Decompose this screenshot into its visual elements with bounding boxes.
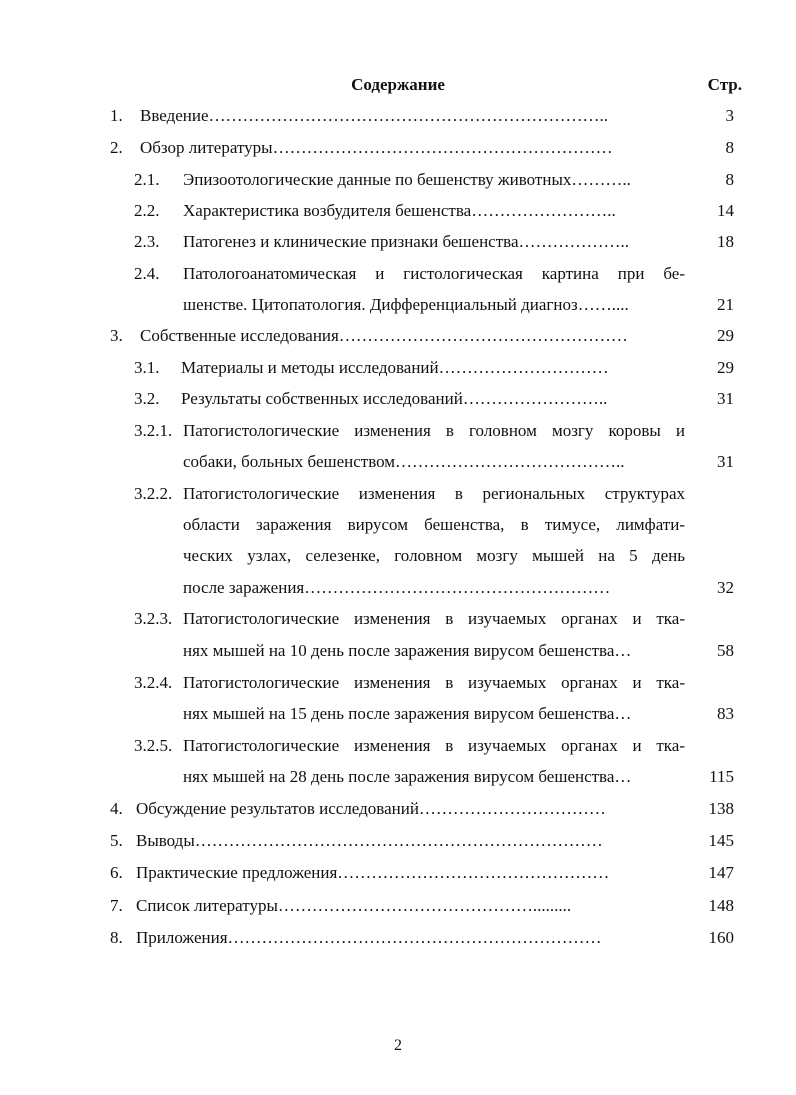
entry-number: 3.2.2. [134,484,173,503]
entry-page: 115 [709,767,734,786]
entry-number: 2.3. [134,232,160,251]
entry-number: 8. [110,928,123,947]
entry-page: 145 [708,831,734,850]
entry-text-line: Патологоанатомическая и гистологическая картина при бе- [183,264,685,283]
entry-text: Эпизоотологические данные по бешенству животных……….. [183,170,631,189]
entry-number: 1. [110,106,123,125]
entry-text-line: после заражения……………………………………………… [183,578,611,597]
entry-page: 8 [725,170,734,189]
entry-text-line: области заражения вирусом бешенства, в тимусе, лимфати- [183,515,685,534]
toc-title: Содержание [351,75,445,94]
entry-text-line: Патогистологические изменения в изучаемых органах и тка- [183,736,685,755]
entry-text: Патогенез и клинические признаки бешенства……………….. [183,232,629,251]
entry-text-line: Патогистологические изменения в изучаемых органах и тка- [183,609,685,628]
entry-page: 147 [708,863,734,882]
entry-page: 14 [717,201,734,220]
entry-number: 5. [110,831,123,850]
entry-number: 2.2. [134,201,160,220]
entry-number: 3.2. [134,389,160,408]
entry-text: Введение…………………………………………………………….. [140,106,609,125]
entry-number: 3.1. [134,358,160,377]
entry-page: 83 [717,704,734,723]
entry-number: 3.2.5. [134,736,173,755]
entry-page: 148 [708,896,734,915]
entry-text: Приложения………………………………………………………… [136,928,602,947]
entry-number: 2.1. [134,170,160,189]
entry-text: Выводы……………………………………………………………… [136,831,603,850]
entry-number: 2.4. [134,264,160,283]
entry-text: Характеристика возбудителя бешенства…………………….. [183,201,616,220]
page-column-header: Стр. [707,75,742,94]
entry-page: 138 [708,799,734,818]
entry-number: 3.2.1. [134,421,173,440]
entry-text: Обсуждение результатов исследований…………………………… [136,799,606,818]
entry-page: 29 [717,326,734,345]
entry-page: 32 [717,578,734,597]
entry-text-line: Патогистологические изменения в изучаемых органах и тка- [183,673,685,692]
entry-number: 2. [110,138,123,157]
entry-page: 29 [717,358,734,377]
entry-text: Обзор литературы…………………………………………………… [140,138,613,157]
entry-page: 31 [717,452,734,471]
entry-text: Результаты собственных исследований…………………….. [181,389,608,408]
entry-page: 21 [717,295,734,314]
entry-page: 160 [708,928,734,947]
entry-text: Материалы и методы исследований………………………… [181,358,609,377]
entry-page: 8 [725,138,734,157]
entry-text-line: нях мышей на 10 день после заражения вирусом бешенства… [183,641,632,660]
entry-number: 4. [110,799,123,818]
entry-text-line: нях мышей на 15 день после заражения вирусом бешенства… [183,704,632,723]
entry-text-line: собаки, больных бешенством………………………………….. [183,452,625,471]
entry-page: 31 [717,389,734,408]
entry-text-line: шенстве. Цитопатология. Дифференциальный диагноз…….... [183,295,629,314]
entry-number: 3.2.4. [134,673,173,692]
entry-number: 6. [110,863,123,882]
entry-page: 3 [725,106,734,125]
entry-text: Собственные исследования…………………………………………… [140,326,628,345]
entry-number: 3. [110,326,123,345]
entry-text: Список литературы………………………………………......... [136,896,572,915]
entry-page: 18 [717,232,734,251]
entry-page: 58 [717,641,734,660]
entry-text: Практические предложения………………………………………… [136,863,610,882]
entry-number: 3.2.3. [134,609,173,628]
entry-text-line: Патогистологические изменения в региональных структурах [183,484,685,503]
entry-text-line: ческих узлах, селезенке, головном мозгу мышей на 5 день [183,546,685,565]
entry-text-line: Патогистологические изменения в головном мозгу коровы и [183,421,685,440]
entry-text-line: нях мышей на 28 день после заражения вирусом бешенства… [183,767,632,786]
page-number: 2 [394,1037,402,1054]
entry-number: 7. [110,896,123,915]
